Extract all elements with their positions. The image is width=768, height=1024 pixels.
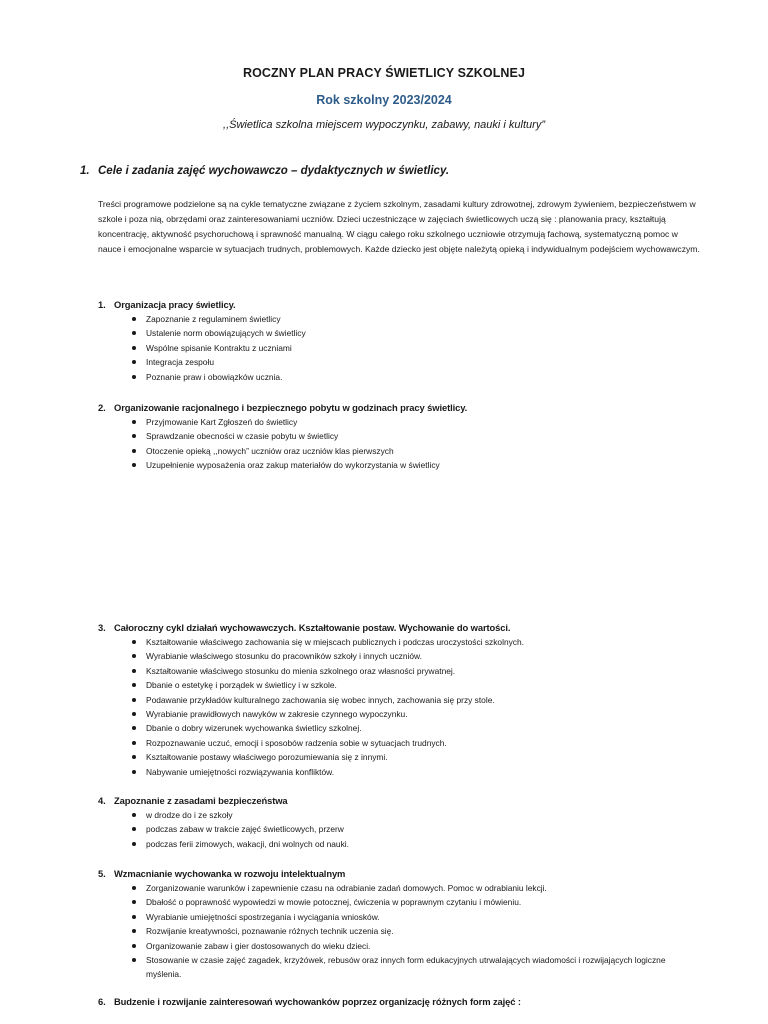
list-item <box>98 693 700 707</box>
list-item-text: Ustalenie norm obowiązujących w świetlicy <box>146 328 306 339</box>
list-item <box>98 822 700 836</box>
bullet-icon <box>132 900 136 904</box>
section-heading <box>98 994 700 1009</box>
list-item <box>98 355 700 369</box>
bullet-icon <box>132 317 136 321</box>
bullet-list <box>98 808 700 851</box>
list-item <box>98 910 700 924</box>
bullet-icon <box>132 346 136 350</box>
section-number: 3. <box>98 622 106 633</box>
bullet-list <box>98 635 700 779</box>
section-heading <box>98 793 700 808</box>
list-item <box>98 837 700 851</box>
list-item-text: Dbanie o dobry wizerunek wychowanka świetlicy szkolnej. <box>146 723 362 734</box>
list-item-text: Wyrabianie prawidłowych nawyków w zakresie czynnego wypoczynku. <box>146 709 408 720</box>
section-heading <box>98 620 700 635</box>
list-item-text: Integracja zespołu <box>146 357 214 368</box>
list-item <box>98 458 700 472</box>
list-item <box>98 736 700 750</box>
list-item <box>98 678 700 692</box>
section-title: Organizacja pracy świetlicy. <box>114 299 236 310</box>
list-item-text: Sprawdzanie obecności w czasie pobytu w świetlicy <box>146 431 339 442</box>
motto: ,,Świetlica szkolna miejscem wypoczynku, zabawy, nauki i kultury” <box>223 119 545 131</box>
bullet-icon <box>132 958 136 962</box>
section-title: Zapoznanie z zasadami bezpieczeństwa <box>114 795 288 806</box>
list-item-text: Kształtowanie postawy właściwego porozumiewania się z innymi. <box>146 752 388 763</box>
intro-paragraph: Treści programowe podzielone są na cykle tematyczne związane z życiem szkolnym, zasadami kultury zdrowotnej, zdrowym żywieniem, bezpieczeństwem w szkole i poza nią, obrzędami oraz zainteresowaniami uczniów. Dzieci uczestniczące w zajęciach świetlicowych uczą się : planowania pracy, kształtują koncentrację, aktywność psychoruchową i sprawność manualną. W ciągu całego roku szkolnego uczniowie otrzymują fachową, systematyczną pomoc w nauce i emocjonalne wsparcie w sytuacjach trudnych, problemowych. Każde dziecko jest objęte należytą opieką i indywidualnym podejściem wychowawczym. <box>98 199 700 254</box>
bullet-icon <box>132 683 136 687</box>
main-heading <box>80 165 449 177</box>
bullet-icon <box>132 929 136 933</box>
bullet-icon <box>132 755 136 759</box>
list-item <box>98 707 700 721</box>
list-item-text: Rozpoznawanie uczuć, emocji i sposobów radzenia sobie w sytuacjach trudnych. <box>146 737 447 748</box>
bullet-icon <box>132 726 136 730</box>
bullet-icon <box>132 669 136 673</box>
list-item <box>98 808 700 822</box>
bullet-icon <box>132 360 136 364</box>
list-item <box>98 895 700 909</box>
bullet-icon <box>132 698 136 702</box>
section-number: 6. <box>98 996 106 1007</box>
bullet-icon <box>132 420 136 424</box>
list-item <box>98 953 700 982</box>
list-item-text: Zorganizowanie warunków i zapewnienie czasu na odrabianie zadań domowych. Pomoc w odrabianiu lekcji. <box>146 883 547 893</box>
bullet-list <box>98 881 700 982</box>
list-item <box>98 664 700 678</box>
list-item-text: Dbałość o poprawność wypowiedzi w mowie potocznej, ćwiczenia w poprawnym czytaniu i mówieniu. <box>146 897 522 908</box>
bullet-icon <box>132 331 136 335</box>
list-item-text: Kształtowanie właściwego zachowania się w miejscach publicznych i podczas uroczystości szkolnych. <box>146 637 524 647</box>
section-dzialania-wychowawcze <box>98 620 700 779</box>
list-item-text: Dbanie o estetykę i porządek w świetlicy i w szkole. <box>146 680 337 691</box>
section-title: Całoroczny cykl działań wychowawczych. Kształtowanie postaw. Wychowanie do wartości. <box>114 622 511 633</box>
bullet-list <box>98 312 700 384</box>
section-bezpieczny-pobyt <box>98 400 700 473</box>
section-title: Wzmacnianie wychowanka w rozwoju intelektualnym <box>114 868 346 879</box>
document-title: ROCZNY PLAN PRACY ŚWIETLICY SZKOLNEJ <box>242 66 526 80</box>
list-item-text: Uzupełnienie wyposażenia oraz zakup materiałów do wykorzystania w świetlicy <box>146 460 440 471</box>
section-bezpieczenstwo <box>98 793 700 851</box>
list-item <box>98 939 700 953</box>
section-number: 5. <box>98 868 106 879</box>
list-item <box>98 750 700 764</box>
list-item-text: Przyjmowanie Kart Zgłoszeń do świetlicy <box>146 417 298 427</box>
list-item <box>98 649 700 663</box>
section-heading <box>98 866 700 881</box>
list-item-text: Otoczenie opieką ,,nowych” uczniów oraz uczniów klas pierwszych <box>146 445 394 456</box>
list-item-text: Wyrabianie umiejętności spostrzegania i wyciągania wniosków. <box>146 911 380 922</box>
list-item-text: Zapoznanie z regulaminem świetlicy <box>146 314 281 324</box>
list-item <box>98 312 700 326</box>
list-item <box>98 444 700 458</box>
list-item <box>98 326 700 340</box>
bullet-icon <box>132 375 136 379</box>
section-organizacja <box>98 297 700 384</box>
bullet-icon <box>132 827 136 831</box>
list-item-text: Wspólne spisanie Kontraktu z uczniami <box>146 342 292 353</box>
main-heading-number: 1. <box>80 165 90 177</box>
section-title: Organizowanie racjonalnego i bezpiecznego pobytu w godzinach pracy świetlicy. <box>114 402 468 413</box>
bullet-icon <box>132 915 136 919</box>
section-heading <box>98 297 700 312</box>
bullet-icon <box>132 449 136 453</box>
list-item-text: podczas zabaw w trakcie zajęć świetlicowych, przerw <box>146 824 344 835</box>
main-heading-text: Cele i zadania zajęć wychowawczo – dydaktycznych w świetlicy. <box>98 165 450 177</box>
list-item <box>98 341 700 355</box>
list-item <box>98 429 700 443</box>
list-item-text: Organizowanie zabaw i gier dostosowanych do wieku dzieci. <box>146 940 371 951</box>
bullet-icon <box>132 741 136 745</box>
list-item <box>98 415 700 429</box>
section-number: 2. <box>98 402 106 413</box>
bullet-icon <box>132 842 136 846</box>
list-item-text: Wyrabianie właściwego stosunku do pracowników szkoły i innych uczniów. <box>146 651 422 662</box>
list-item <box>98 765 700 779</box>
bullet-icon <box>132 712 136 716</box>
bullet-list <box>98 415 700 473</box>
list-item-text: Podawanie przykładów kulturalnego zachowania się wobec innych, zachowania się przy stole. <box>146 694 495 705</box>
list-item <box>98 881 700 895</box>
list-item <box>98 924 700 938</box>
bullet-icon <box>132 640 136 644</box>
section-title: Budzenie i rozwijanie zainteresowań wychowanków poprzez organizację różnych form zajęć : <box>114 996 521 1007</box>
list-item-text: Stosowanie w czasie zajęć zagadek, krzyżówek, rebusów oraz innych form edukacyjnych utrwalających wiadomości i rozwijających logiczne myślenia. <box>146 955 666 980</box>
section-zainteresowania <box>98 994 700 1009</box>
bullet-icon <box>132 434 136 438</box>
list-item-text: Nabywanie umiejętności rozwiązywania konfliktów. <box>146 766 335 777</box>
list-item <box>98 370 700 384</box>
school-year: Rok szkolny 2023/2024 <box>316 93 452 107</box>
section-heading <box>98 400 700 415</box>
bullet-icon <box>132 654 136 658</box>
list-item-text: w drodze do i ze szkoły <box>146 810 233 820</box>
bullet-icon <box>132 770 136 774</box>
list-item-text: Poznanie praw i obowiązków ucznia. <box>146 371 283 382</box>
list-item-text: podczas ferii zimowych, wakacji, dni wolnych od nauki. <box>146 838 349 849</box>
bullet-icon <box>132 886 136 890</box>
list-item-text: Kształtowanie właściwego stosunku do mienia szkolnego oraz własności prywatnej. <box>146 665 456 676</box>
section-rozwoj-intelektualny <box>98 866 700 982</box>
section-number: 1. <box>98 299 106 310</box>
bullet-icon <box>132 463 136 467</box>
bullet-icon <box>132 813 136 817</box>
section-number: 4. <box>98 795 106 806</box>
list-item-text: Rozwijanie kreatywności, poznawanie różnych technik uczenia się. <box>146 926 394 937</box>
bullet-icon <box>132 944 136 948</box>
list-item <box>98 635 700 649</box>
list-item <box>98 721 700 735</box>
